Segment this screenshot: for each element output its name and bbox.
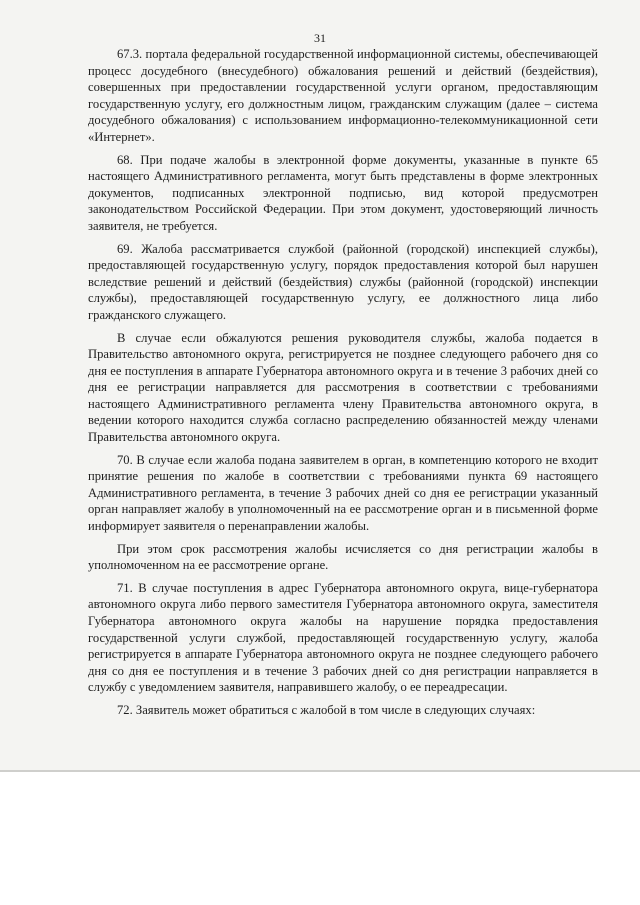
paragraph-69-continued: В случае если обжалуются решения руководителя службы, жалоба подается в Правительство автономного округа, регистрируется не позднее следующего рабочего дня со дня ее поступления в аппарате Губернатора автономного округа и в течение 3 рабочих дней со дня ее регистрации направляется для рассмотрения в соответствии с требованиями настоящего Административного регламента члену Правительства автономного округа, в ведении которого находится служба согласно распределению обязанностей между членами Правительства автономного округа. xyxy=(88,330,598,445)
paragraph-69: 69. Жалоба рассматривается службой (районной (городской) инспекцией службы), предоставляющей государственную услугу, порядок предоставления которой был нарушен вследствие решений и действий (бездействия) службы (районной (городской) инспекции службы), предоставляющей государственную услугу, ее должностного лица либо гражданского служащего. xyxy=(88,241,598,322)
document-body xyxy=(88,46,598,719)
paragraph-72: 72. Заявитель может обратиться с жалобой в том числе в следующих случаях: xyxy=(117,702,536,717)
page-number: 31 xyxy=(314,31,326,45)
paragraph-70-continued: При этом срок рассмотрения жалобы исчисляется со дня регистрации жалобы в уполномоченном на ее рассмотрение органе. xyxy=(88,541,598,573)
paragraph-71: 71. В случае поступления в адрес Губернатора автономного округа, вице-губернатора автономного округа либо первого заместителя Губернатора автономного округа, заместителя Губернатора автономного округа жалобы на нарушение порядка предоставления государственной услуги службой, предоставляющей государственную услугу, жалоба регистрируется в аппарате Губернатора автономного округа не позднее следующего рабочего дня со дня ее поступления и в течение 3 рабочих дней со дня регистрации направляется в службу с уведомлением заявителя, направившего жалобу, о ее переадресации. xyxy=(88,580,598,695)
paragraph-70: 70. В случае если жалоба подана заявителем в орган, в компетенцию которого не входит принятие решения по жалобе в соответствии с требованиями пункта 69 настоящего Административного регламента, в течение 3 рабочих дней со дня ее регистрации указанный орган направляет жалобу в уполномоченный на ее рассмотрение орган и в письменной форме информирует заявителя о перенаправлении жалобы. xyxy=(88,452,598,534)
paragraph-68: 68. При подаче жалобы в электронной форме документы, указанные в пункте 65 настоящего Административного регламента, могут быть представлены в форме электронных документов, подписанных электронной подписью, вид которой предусмотрен законодательством Российской Федерации. При этом документ, удостоверяющий личность заявителя, не требуется. xyxy=(88,152,598,233)
paragraph-67-3: 67.3. портала федеральной государственной информационной системы, обеспечивающей процесс досудебного (внесудебного) обжалования решений и действий (бездействия), совершенных при предоставлении государственной услуги органом, предоставляющим государственную услугу, его должностным лицом, гражданским служащим (далее – система досудебного обжалования) с использованием информационно-телекоммуникационной сети «Интернет». xyxy=(88,47,598,144)
